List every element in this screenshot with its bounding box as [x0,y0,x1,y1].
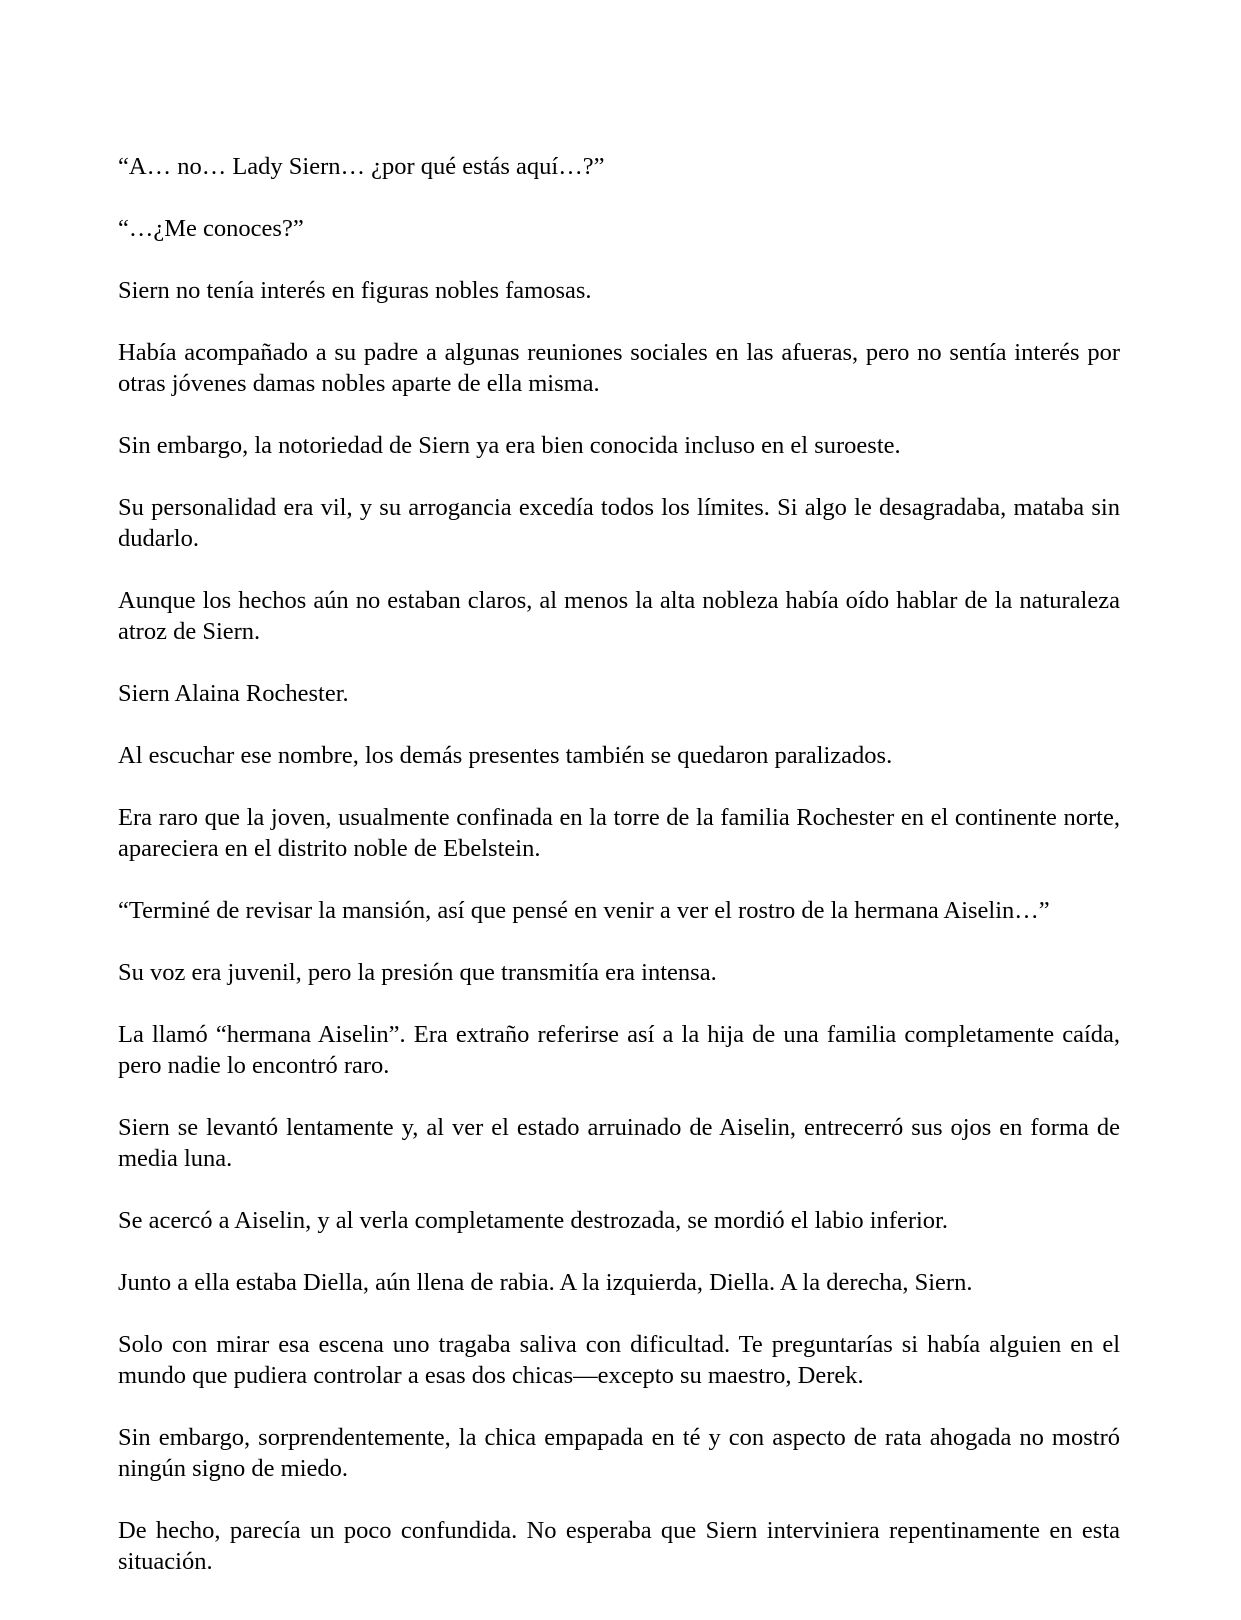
paragraph: Sin embargo, sorprendentemente, la chica empapada en té y con aspecto de rata ahogada no mostró ningún signo de miedo. [118,1424,1120,1482]
paragraph: “…¿Me conoces?” [118,215,304,242]
paragraph: Al escuchar ese nombre, los demás presentes también se quedaron paralizados. [118,742,893,769]
paragraph: “Terminé de revisar la mansión, así que pensé en venir a ver el rostro de la hermana Aiselin…” [118,897,1050,924]
paragraph: Era raro que la joven, usualmente confinada en la torre de la familia Rochester en el continente norte, apareciera en el distrito noble de Ebelstein. [118,804,1120,862]
document-body [118,151,1120,1577]
paragraph: Su personalidad era vil, y su arrogancia excedía todos los límites. Si algo le desagradaba, mataba sin dudarlo. [118,494,1120,552]
paragraph: Siern se levantó lentamente y, al ver el estado arruinado de Aiselin, entrecerró sus ojos en forma de media luna. [118,1114,1120,1172]
paragraph: Aunque los hechos aún no estaban claros, al menos la alta nobleza había oído hablar de la naturaleza atroz de Siern. [118,587,1120,645]
paragraph: De hecho, parecía un poco confundida. No esperaba que Siern interviniera repentinamente en esta situación. [118,1517,1120,1575]
paragraph: La llamó “hermana Aiselin”. Era extraño referirse así a la hija de una familia completamente caída, pero nadie lo encontró raro. [118,1021,1120,1079]
paragraph: Se acercó a Aiselin, y al verla completamente destrozada, se mordió el labio inferior. [118,1207,948,1234]
paragraph: Solo con mirar esa escena uno tragaba saliva con dificultad. Te preguntarías si había alguien en el mundo que pudiera controlar a esas dos chicas—excepto su maestro, Derek. [118,1331,1120,1389]
paragraph: Sin embargo, la notoriedad de Siern ya era bien conocida incluso en el suroeste. [118,432,901,459]
paragraph: Había acompañado a su padre a algunas reuniones sociales en las afueras, pero no sentía interés por otras jóvenes damas nobles aparte de ella misma. [118,339,1120,397]
paragraph: Su voz era juvenil, pero la presión que transmitía era intensa. [118,959,717,986]
paragraph: Siern no tenía interés en figuras nobles famosas. [118,277,592,304]
paragraph: Junto a ella estaba Diella, aún llena de rabia. A la izquierda, Diella. A la derecha, Siern. [118,1269,973,1296]
paragraph: Siern Alaina Rochester. [118,680,349,707]
paragraph: “A… no… Lady Siern… ¿por qué estás aquí…?” [118,153,605,180]
